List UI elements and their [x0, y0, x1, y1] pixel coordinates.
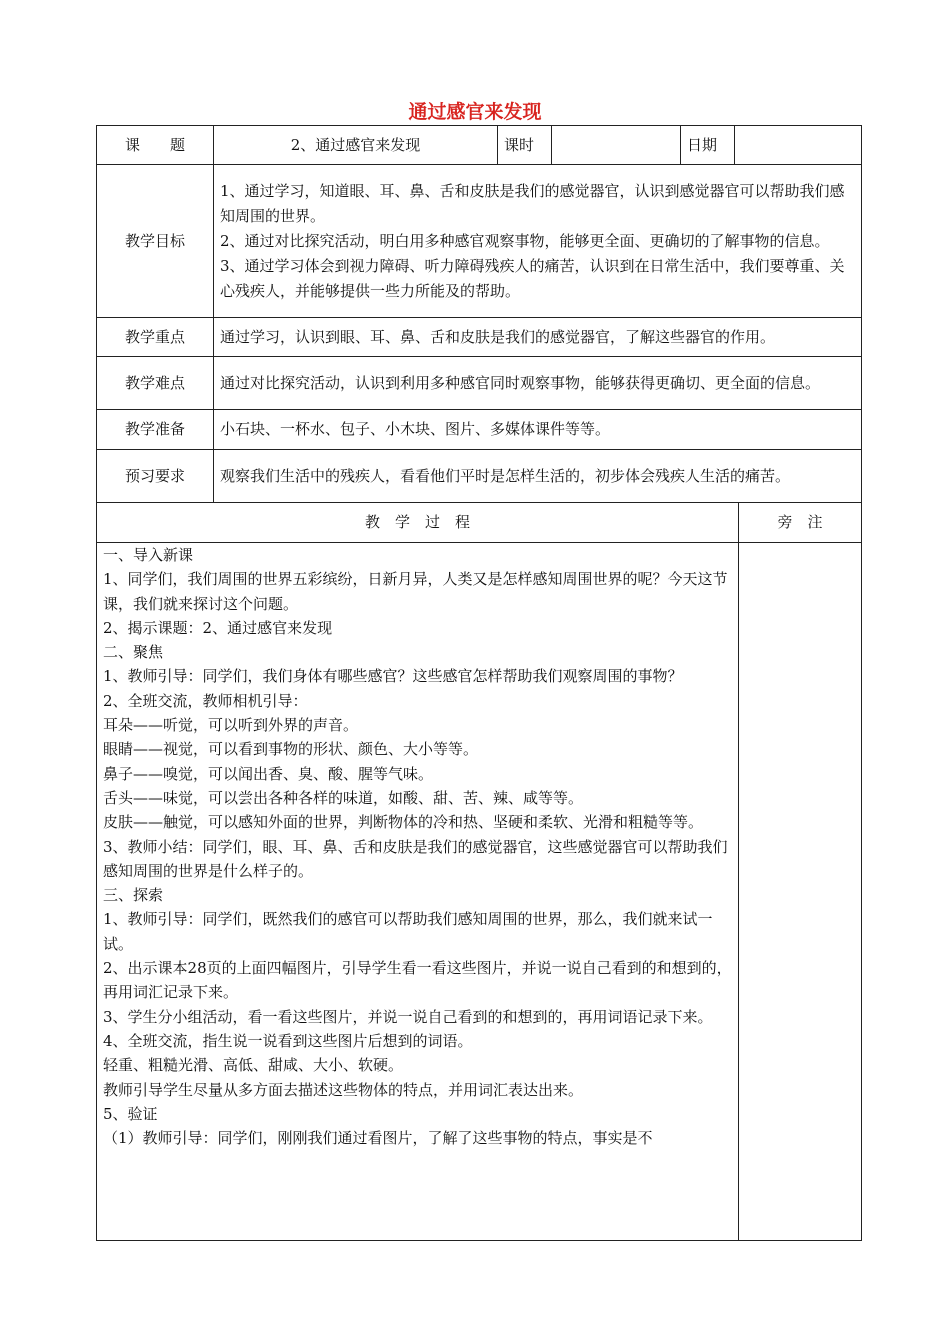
difficulties-label: 教学难点: [97, 357, 214, 410]
process-body-row: [97, 543, 862, 1241]
objectives-row: [97, 165, 862, 318]
process-line: 三、探索: [103, 886, 164, 905]
difficulties-content: 通过对比探究活动，认识到利用多种感官同时观察事物，能够获得更确切、更全面的信息。: [214, 357, 862, 410]
lesson-info-table: [96, 125, 862, 503]
key-points-content: 通过学习，认识到眼、耳、鼻、舌和皮肤是我们的感觉器官，了解这些器官的作用。: [214, 318, 862, 357]
objectives-content: [214, 165, 862, 318]
process-line: （1）教师引导：同学们，刚刚我们通过看图片，了解了这些事物的特点，事实是不: [103, 1129, 653, 1148]
objective-2: 2、通过对比探究活动，明白用多种感官观察事物，能够更全面、更确切的了解事物的信息。: [220, 231, 830, 250]
difficulties-row: [97, 357, 862, 410]
process-header-row: [97, 503, 862, 543]
hours-value: [552, 126, 681, 165]
side-notes-content: [739, 543, 862, 1241]
teaching-process-table: [96, 502, 862, 1241]
process-line: 3、学生分小组活动，看一看这些图片，并说一说自己看到的和想到的，再用词语记录下来。: [103, 1007, 713, 1026]
key-points-label: 教学重点: [97, 318, 214, 357]
preview-label: 预习要求: [97, 450, 214, 503]
preview-content: 观察我们生活中的残疾人，看看他们平时是怎样生活的，初步体会残疾人生活的痛苦。: [214, 450, 862, 503]
process-line: 轻重、粗糙光滑、高低、甜咸、大小、软硬。: [103, 1056, 404, 1075]
side-notes-header: 旁 注: [739, 503, 862, 543]
process-line: 4、全班交流，指生说一说看到这些图片后想到的词语。: [103, 1031, 473, 1050]
process-line: 皮肤——触觉，可以感知外面的世界，判断物体的冷和热、坚硬和柔软、光滑和粗糙等等。: [103, 813, 704, 832]
preparation-label: 教学准备: [97, 410, 214, 450]
process-line: 一、导入新课: [103, 546, 194, 564]
objective-3: 3、通过学习体会到视力障碍、听力障碍残疾人的痛苦，认识到在日常生活中，我们要尊重、关心残疾人，并能够提供一些力所能及的帮助。: [220, 256, 845, 300]
process-header: 教 学 过 程: [97, 503, 739, 543]
process-line: 眼睛——视觉，可以看到事物的形状、颜色、大小等等。: [103, 740, 479, 759]
process-line: 鼻子——嗅觉，可以闻出香、臭、酸、腥等气味。: [103, 764, 434, 783]
subject-value: 2、通过感官来发现: [214, 126, 498, 165]
date-label: 日期: [681, 126, 735, 165]
process-line: 2、揭示课题：2、通过感官来发现: [103, 618, 333, 637]
process-line: 1、同学们，我们周围的世界五彩缤纷，日新月异，人类又是怎样感知周围世界的呢？今天这节课，我们就来探讨这个问题。: [103, 570, 728, 613]
document-title: 通过感官来发现: [408, 101, 542, 123]
process-line: 1、教师引导：同学们，我们身体有哪些感官？这些感官怎样帮助我们观察周围的事物？: [103, 667, 683, 686]
subject-row: [97, 126, 862, 165]
date-value: [735, 126, 862, 165]
process-line: 二、聚焦: [103, 643, 164, 662]
process-line: 舌头——味觉，可以尝出各种各样的味道，如酸、甜、苦、辣、咸等等。: [103, 788, 584, 807]
key-points-row: [97, 318, 862, 357]
hours-label: 课时: [498, 126, 552, 165]
process-line: 2、全班交流，教师相机引导：: [103, 691, 308, 710]
preparation-content: 小石块、一杯水、包子、小木块、图片、多媒体课件等等。: [214, 410, 862, 450]
process-line: 耳朵——听觉，可以听到外界的声音。: [103, 716, 359, 735]
process-line: 1、教师引导：同学们，既然我们的感官可以帮助我们感知周围的世界，那么，我们就来试一试。: [103, 910, 713, 953]
preview-row: [97, 450, 862, 503]
subject-label: 课 题: [97, 126, 214, 165]
process-line: 2、出示课本28页的上面四幅图片，引导学生看一看这些图片，并说一说自己看到的和想到的，再用词汇记录下来。: [103, 959, 732, 1002]
process-line: 3、教师小结：同学们，眼、耳、鼻、舌和皮肤是我们的感觉器官，这些感觉器官可以帮助我们感知周围的世界是什么样子的。: [103, 837, 728, 880]
process-content: [97, 543, 739, 1241]
objective-1: 1、通过学习，知道眼、耳、鼻、舌和皮肤是我们的感觉器官，认识到感觉器官可以帮助我们感知周围的世界。: [220, 181, 845, 225]
process-line: 教师引导学生尽量从多方面去描述这些物体的特点，并用词汇表达出来。: [103, 1080, 584, 1099]
objectives-label: 教学目标: [97, 165, 214, 318]
process-line: 5、验证: [103, 1104, 158, 1123]
preparation-row: [97, 410, 862, 450]
